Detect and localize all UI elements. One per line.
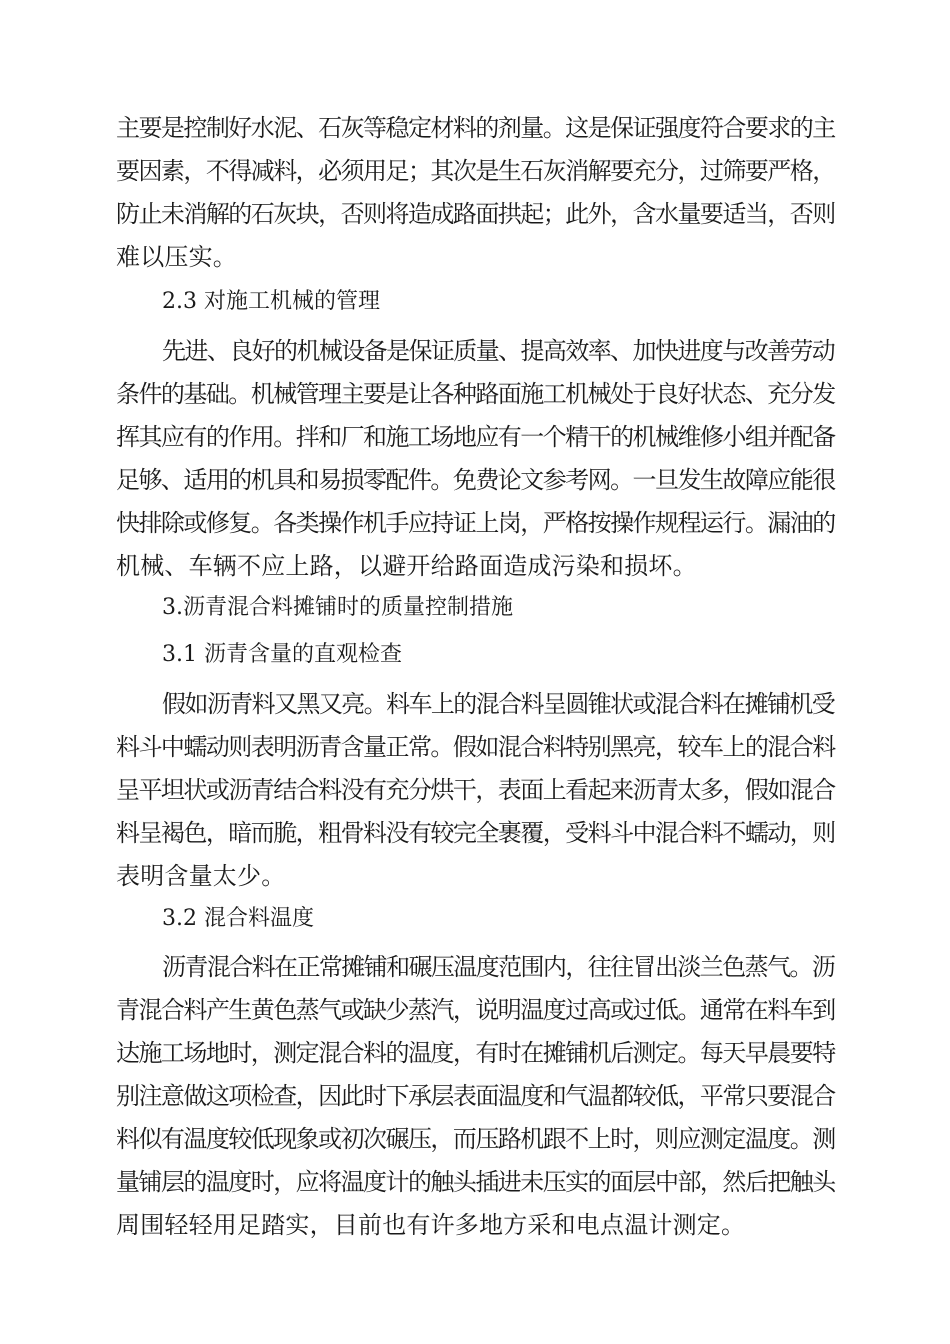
- paragraph-line: 快排除或修复。各类操作机手应持证上岗，严格按操作规程运行。漏油的: [116, 509, 835, 537]
- paragraph-line: 假如沥青料又黑又亮。料车上的混合料呈圆锥状或混合料在摊铺机受: [162, 690, 835, 718]
- paragraph-line: 青混合料产生黄色蒸气或缺少蒸汽，说明温度过高或过低。通常在料车到: [116, 996, 835, 1024]
- paragraph-line: 挥其应有的作用。拌和厂和施工场地应有一个精干的机械维修小组并配备: [116, 423, 835, 451]
- paragraph-line: 防止未消解的石灰块，否则将造成路面拱起；此外，含水量要适当，否则: [116, 200, 835, 228]
- paragraph-line: 周围轻轻用足踏实，目前也有许多地方采和电点温计测定。: [116, 1211, 746, 1239]
- section-heading-3-2: 3.2 混合料温度: [162, 906, 314, 931]
- paragraph-line: 料呈褐色，暗而脆，粗骨料没有较完全裹覆，受料斗中混合料不蠕动，则: [116, 819, 835, 847]
- paragraph-line: 机械、车辆不应上路，以避开给路面造成污染和损坏。: [116, 552, 697, 580]
- section-heading-3-1: 3.1 沥青含量的直观检查: [162, 642, 402, 667]
- paragraph-line: 料斗中蠕动则表明沥青含量正常。假如混合料特别黑亮，较车上的混合料: [116, 733, 835, 761]
- paragraph-line: 难以压实。: [116, 243, 237, 271]
- paragraph-line: 别注意做这项检查，因此时下承层表面温度和气温都较低，平常只要混合: [116, 1082, 835, 1110]
- section-heading-3: 3.沥青混合料摊铺时的质量控制措施: [162, 595, 513, 620]
- section-heading-2-3: 2.3 对施工机械的管理: [162, 289, 380, 314]
- paragraph-line: 料似有温度较低现象或初次碾压，而压路机跟不上时，则应测定温度。测: [116, 1125, 835, 1153]
- paragraph-line: 表明含量太少。: [116, 862, 286, 890]
- paragraph-line: 条件的基础。机械管理主要是让各种路面施工机械处于良好状态、充分发: [116, 380, 835, 408]
- paragraph-line: 量铺层的温度时，应将温度计的触头插进未压实的面层中部，然后把触头: [116, 1168, 835, 1196]
- paragraph-line: 达施工场地时，测定混合料的温度，有时在摊铺机后测定。每天早晨要特: [116, 1039, 835, 1067]
- paragraph-line: 沥青混合料在正常摊铺和碾压温度范围内，往往冒出淡兰色蒸气。沥: [162, 953, 835, 981]
- paragraph-line: 足够、适用的机具和易损零配件。免费论文参考网。一旦发生故障应能很: [116, 466, 835, 494]
- paragraph-line: 先进、良好的机械设备是保证质量、提高效率、加快进度与改善劳动: [162, 337, 835, 365]
- paragraph-line: 呈平坦状或沥青结合料没有充分烘干，表面上看起来沥青太多，假如混合: [116, 776, 835, 804]
- paragraph-line: 要因素，不得减料，必须用足；其次是生石灰消解要充分，过筛要严格，: [116, 157, 835, 185]
- paragraph-line: 主要是控制好水泥、石灰等稳定材料的剂量。这是保证强度符合要求的主: [116, 114, 835, 142]
